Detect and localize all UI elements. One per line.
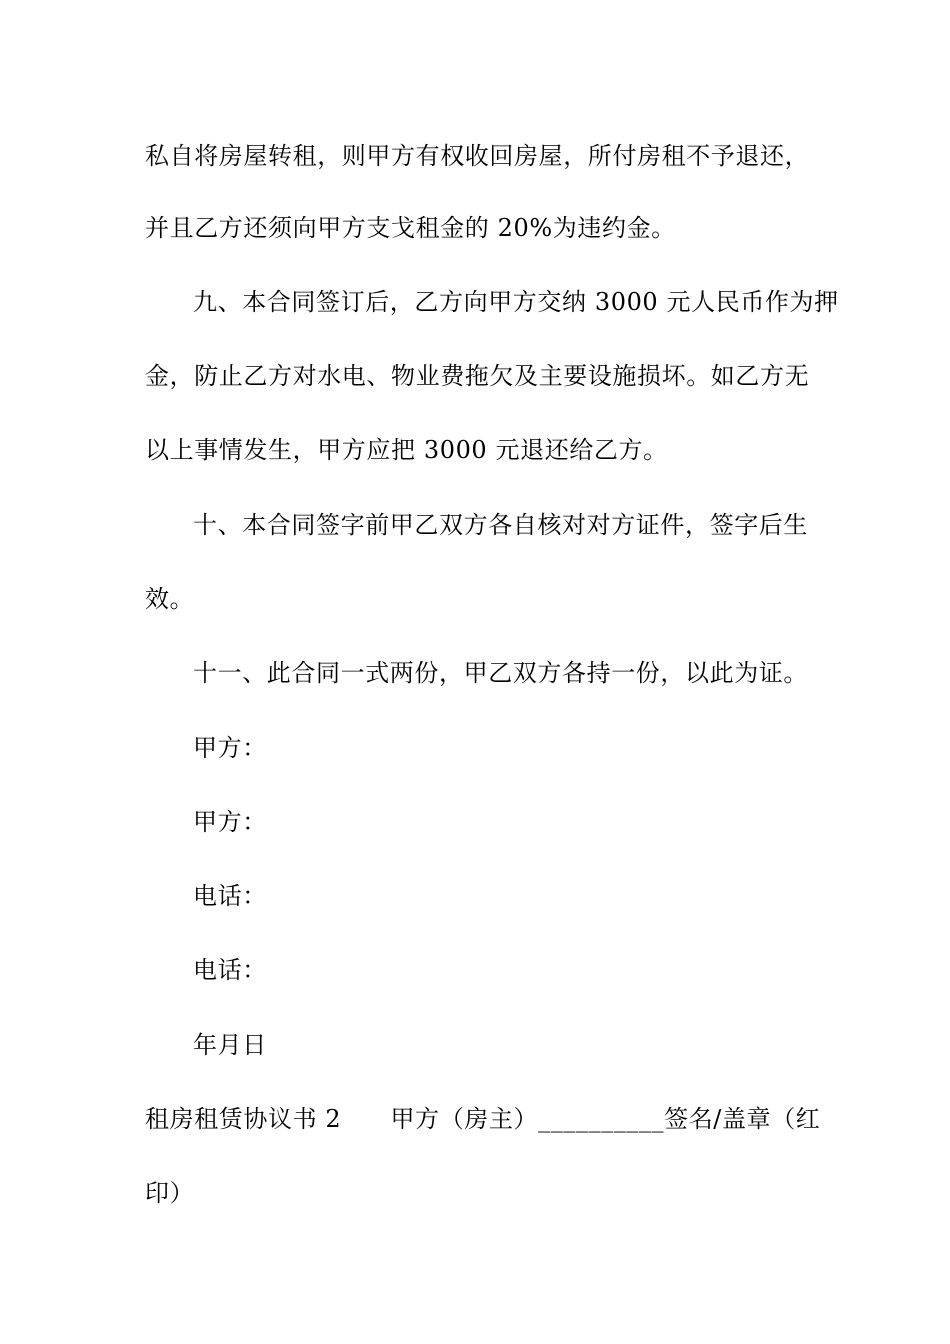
paragraph-line: 以上事情发生，甲方应把 3000 元退还给乙方。: [145, 436, 668, 464]
paragraph-line: 效。: [145, 585, 195, 613]
phone-label: 电话：: [193, 956, 267, 984]
paragraph-line: 并且乙方还须向甲方支戈租金的 20%为违约金。: [145, 214, 676, 242]
party-a-label: 甲方：: [193, 734, 267, 762]
paragraph-line: 金，防止乙方对水电、物业费拖欠及主要设施损坏。如乙方无: [145, 362, 810, 390]
clause-11-line: 十一、此合同一式两份，甲乙双方各持一份，以此为证。: [193, 659, 808, 687]
paragraph-line: 私自将房屋转租，则甲方有权收回房屋，所付房租不予退还，: [145, 142, 810, 170]
clause-9-line: 九、本合同签订后，乙方向甲方交纳 3000 元人民币作为押: [193, 288, 839, 316]
date-label: 年月日: [193, 1031, 267, 1059]
phone-label: 电话：: [193, 882, 267, 910]
party-a-label: 甲方：: [193, 808, 267, 836]
paragraph-line: 印）: [145, 1179, 195, 1207]
clause-10-line: 十、本合同签字前甲乙双方各自核对对方证件，签字后生: [193, 511, 808, 539]
agreement-2-heading-line: 租房租赁协议书 2 甲方（房主）__________签名/盖章（红: [145, 1105, 821, 1133]
